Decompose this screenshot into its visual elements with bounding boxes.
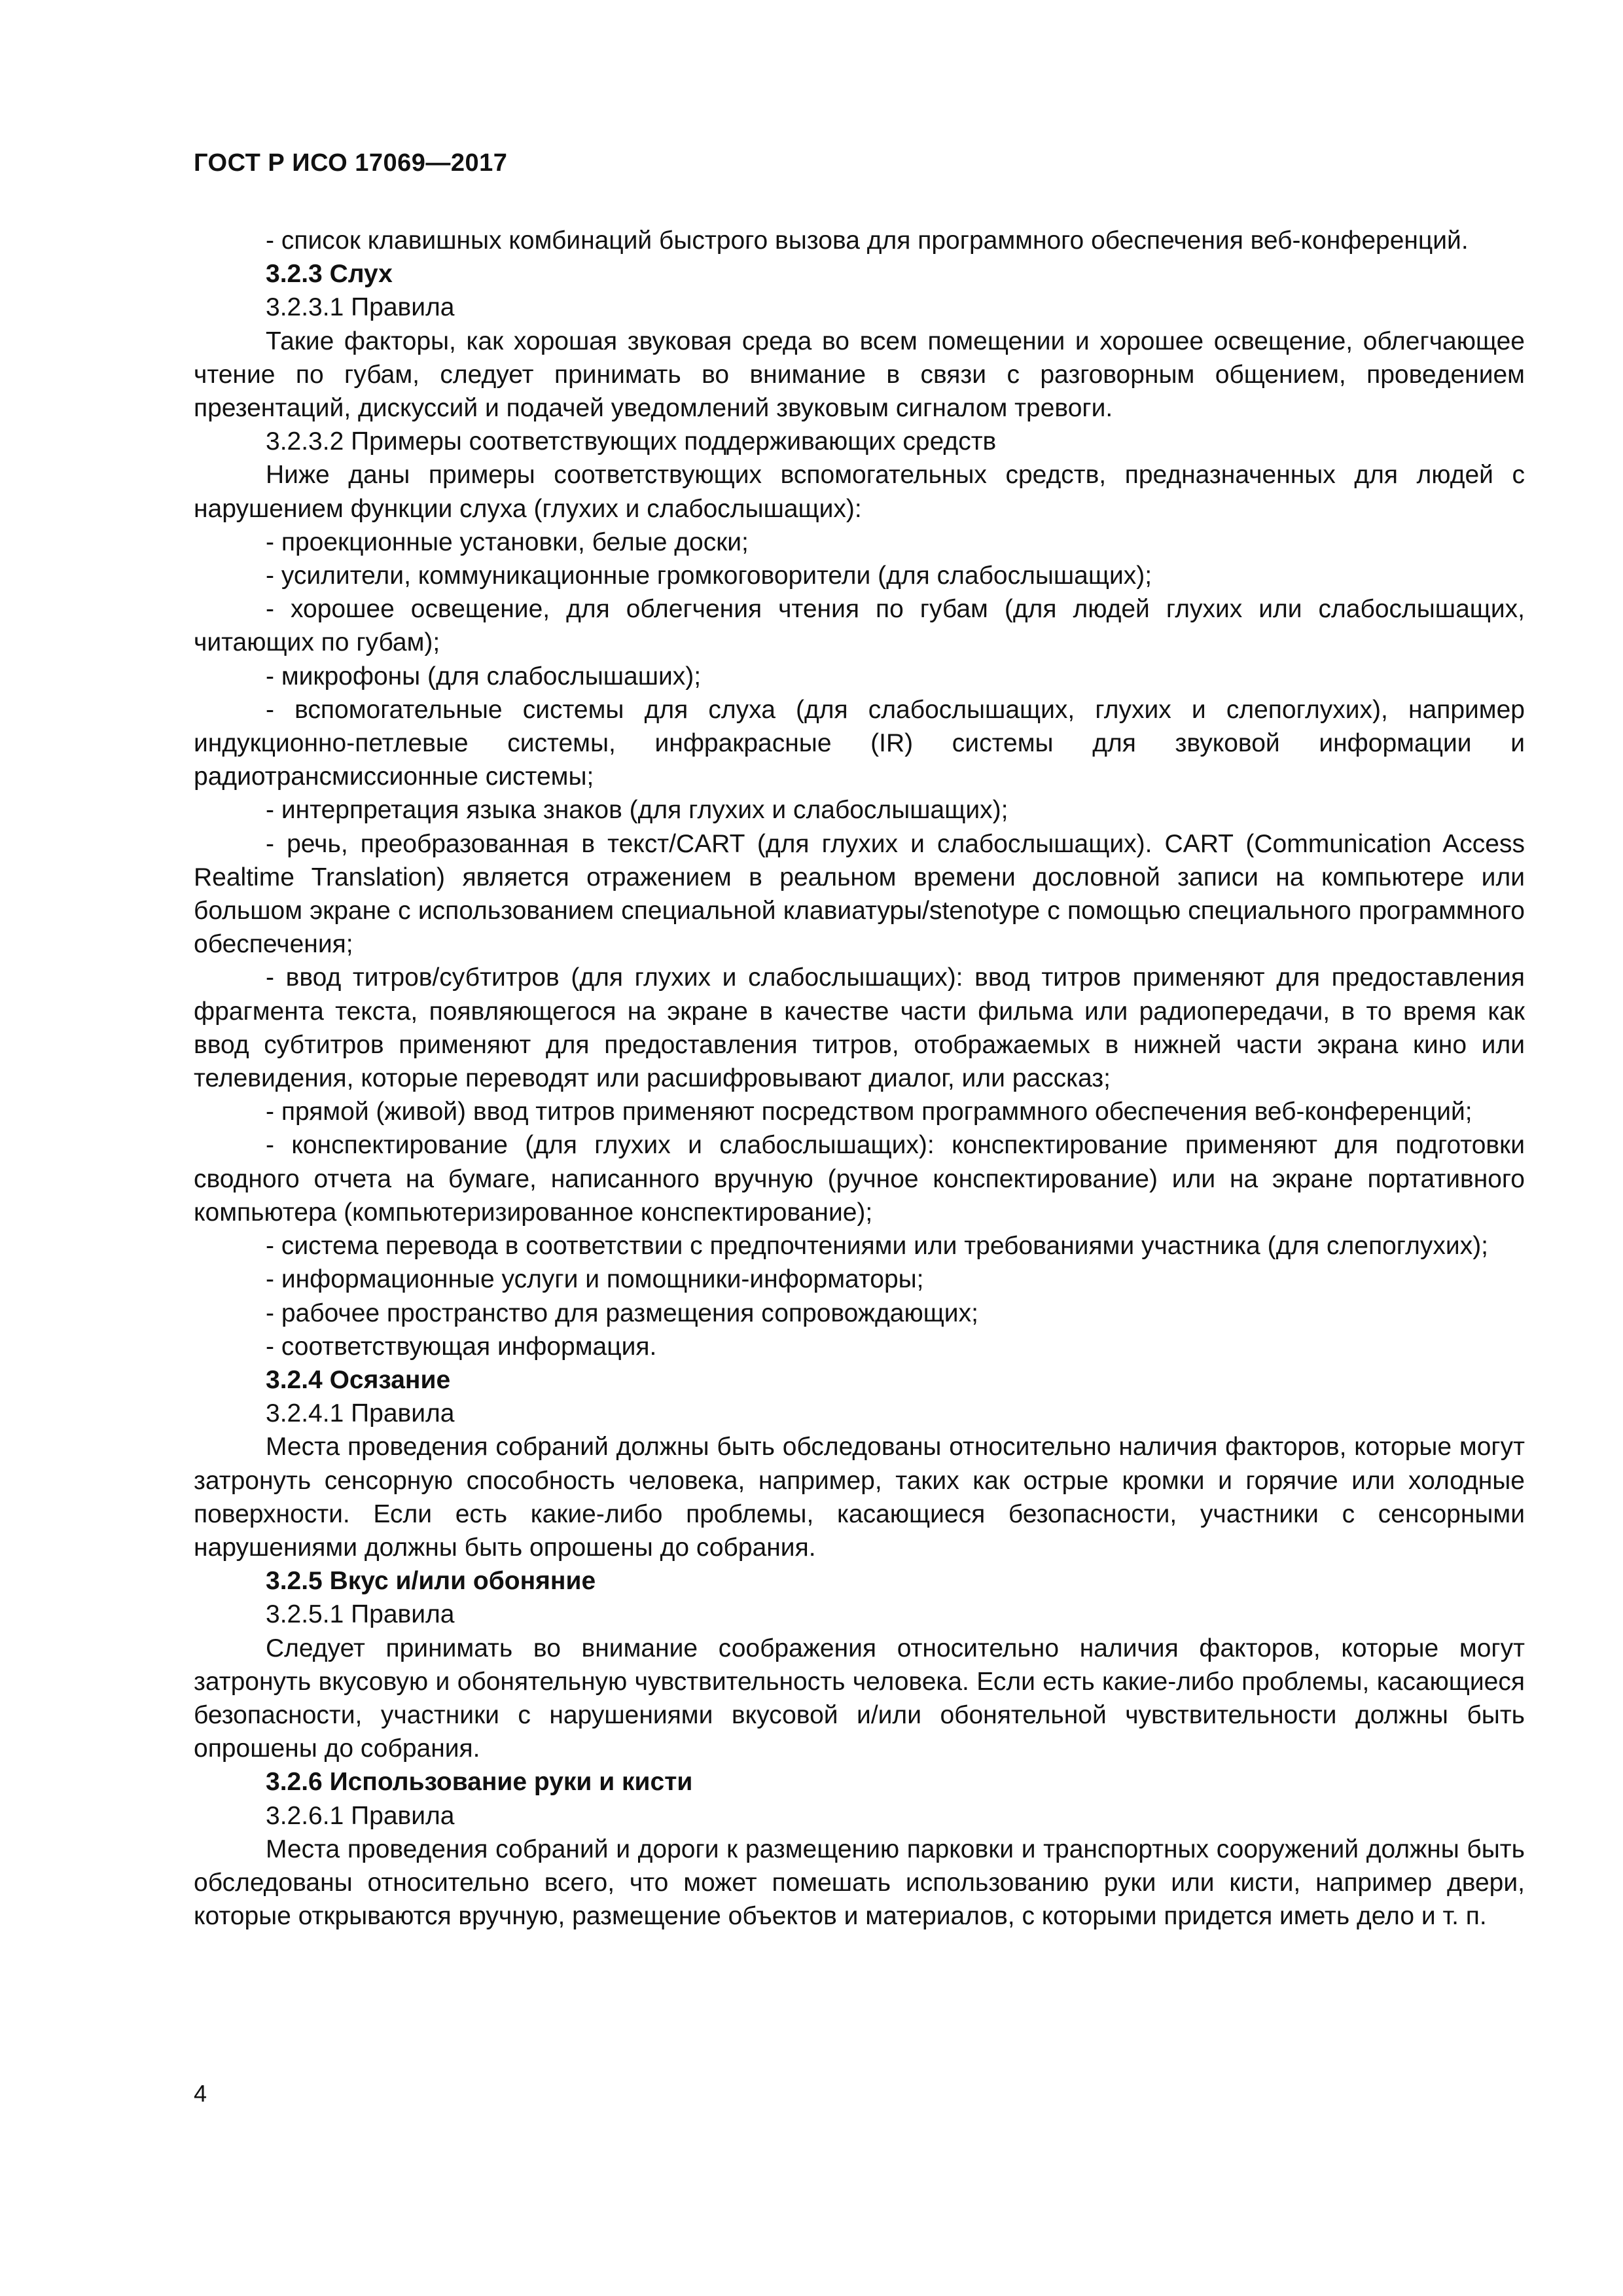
list-item: - соответствующая информация.	[266, 1332, 657, 1361]
list-item: - информационные услуги и помощники-информаторы;	[266, 1265, 924, 1294]
list-item: - хорошее освещение, для облегчения чтения по губам (для людей глухих или слабослышащих, читающих по губам);	[194, 595, 1525, 657]
section-heading-3-2-4: 3.2.4 Осязание	[266, 1365, 451, 1394]
section-heading-3-2-5: 3.2.5 Вкус и/или обоняние	[266, 1567, 596, 1596]
paragraph: Такие факторы, как хорошая звуковая среда во всем помещении и хорошее освещение, облегчающее чтение по губам, следует принимать во внимание в связи с разговорным общением, проведением презентаций, дискуссий и подачей уведомлений звуковым сигналом тревоги.	[194, 327, 1525, 423]
list-item: - усилители, коммуникационные громкоговорители (для слабослышащих);	[266, 562, 1152, 590]
list-item: - конспектирование (для глухих и слабослышащих): конспектирование применяют для подготовки сводного отчета на бумаге, написанного вручную (ручное конспектирование) или на экране портативного компьютера (компьютеризированное конспектирование);	[194, 1131, 1525, 1227]
list-item: - прямой (живой) ввод титров применяют посредством программного обеспечения веб-конференций;	[266, 1098, 1472, 1126]
paragraph: Места проведения собраний и дороги к размещению парковки и транспортных сооружений должны быть обследованы относительно всего, что может помешать использованию руки или кисти, например двери, которые открываются вручную, размещение объектов и материалов, с которыми придется иметь дело и т. п.	[194, 1835, 1525, 1931]
paragraph: Ниже даны примеры соответствующих вспомогательных средств, предназначенных для людей с нарушением функции слуха (глухих и слабослышащих):	[194, 461, 1525, 523]
list-item: - список клавишных комбинаций быстрого вызова для программного обеспечения веб-конференций.	[266, 226, 1469, 255]
document-standard-id: ГОСТ Р ИСО 17069—2017	[194, 149, 508, 177]
section-heading-3-2-6: 3.2.6 Использование руки и кисти	[266, 1768, 693, 1797]
list-item: - интерпретация языка знаков (для глухих и слабослышащих);	[266, 796, 1008, 825]
subsection-title-3-2-4-1: 3.2.4.1 Правила	[266, 1399, 455, 1428]
section-heading-3-2-3: 3.2.3 Слух	[266, 260, 393, 289]
list-item: - рабочее пространство для размещения сопровождающих;	[266, 1299, 978, 1327]
list-item: - система перевода в соответствии с предпочтениями или требованиями участника (для слепоглухих);	[266, 1232, 1489, 1261]
paragraph: Места проведения собраний должны быть обследованы относительно наличия факторов, которые могут затронуть сенсорную способность человека, например, таких как острые кромки и горячие или холодные поверхности. Если есть какие-либо проблемы, касающиеся безопасности, участники с сенсорными нарушениями должны быть опрошены до собрания.	[194, 1433, 1525, 1562]
list-item: - речь, преобразованная в текст/CART (для глухих и слабослышащих). CART (Communication Access Realtime Translation) является отражением в реальном времени дословной записи на компьютере или большом экране с использованием специальной клавиатуры/stenotype с помощью специального программного обеспечения;	[194, 829, 1525, 959]
list-item: - ввод титров/субтитров (для глухих и слабослышащих): ввод титров применяют для предоставления фрагмента текста, появляющегося на экране в качестве части фильма или радиопередачи, в то время как ввод субтитров применяют для предоставления титров, отображаемых в нижней части экрана кино или телевидения, которые переводят или расшифровывают диалог, или рассказ;	[194, 963, 1525, 1093]
page-number: 4	[194, 2080, 207, 2107]
paragraph: Следует принимать во внимание соображения относительно наличия факторов, которые могут затронуть вкусовую и обонятельную чувствительность человека. Если есть какие-либо проблемы, касающиеся безопасности, участники с нарушениями вкусовой и/или обонятельной чувствительности должны быть опрошены до собрания.	[194, 1634, 1525, 1763]
subsection-title-3-2-5-1: 3.2.5.1 Правила	[266, 1600, 455, 1629]
subsection-title-3-2-3-2: 3.2.3.2 Примеры соответствующих поддерживающих средств	[266, 427, 997, 456]
list-item: - проекционные установки, белые доски;	[266, 528, 749, 556]
document-body	[194, 224, 1525, 1933]
list-item: - микрофоны (для слабослышаших);	[266, 662, 702, 691]
subsection-title-3-2-6-1: 3.2.6.1 Правила	[266, 1801, 455, 1830]
subsection-title-3-2-3-1: 3.2.3.1 Правила	[266, 293, 455, 322]
list-item: - вспомогательные системы для слуха (для слабослышащих, глухих и слепоглухих), например индукционно-петлевые системы, инфракрасные (IR) системы для звуковой информации и радиотрансмиссионные системы;	[194, 695, 1525, 791]
